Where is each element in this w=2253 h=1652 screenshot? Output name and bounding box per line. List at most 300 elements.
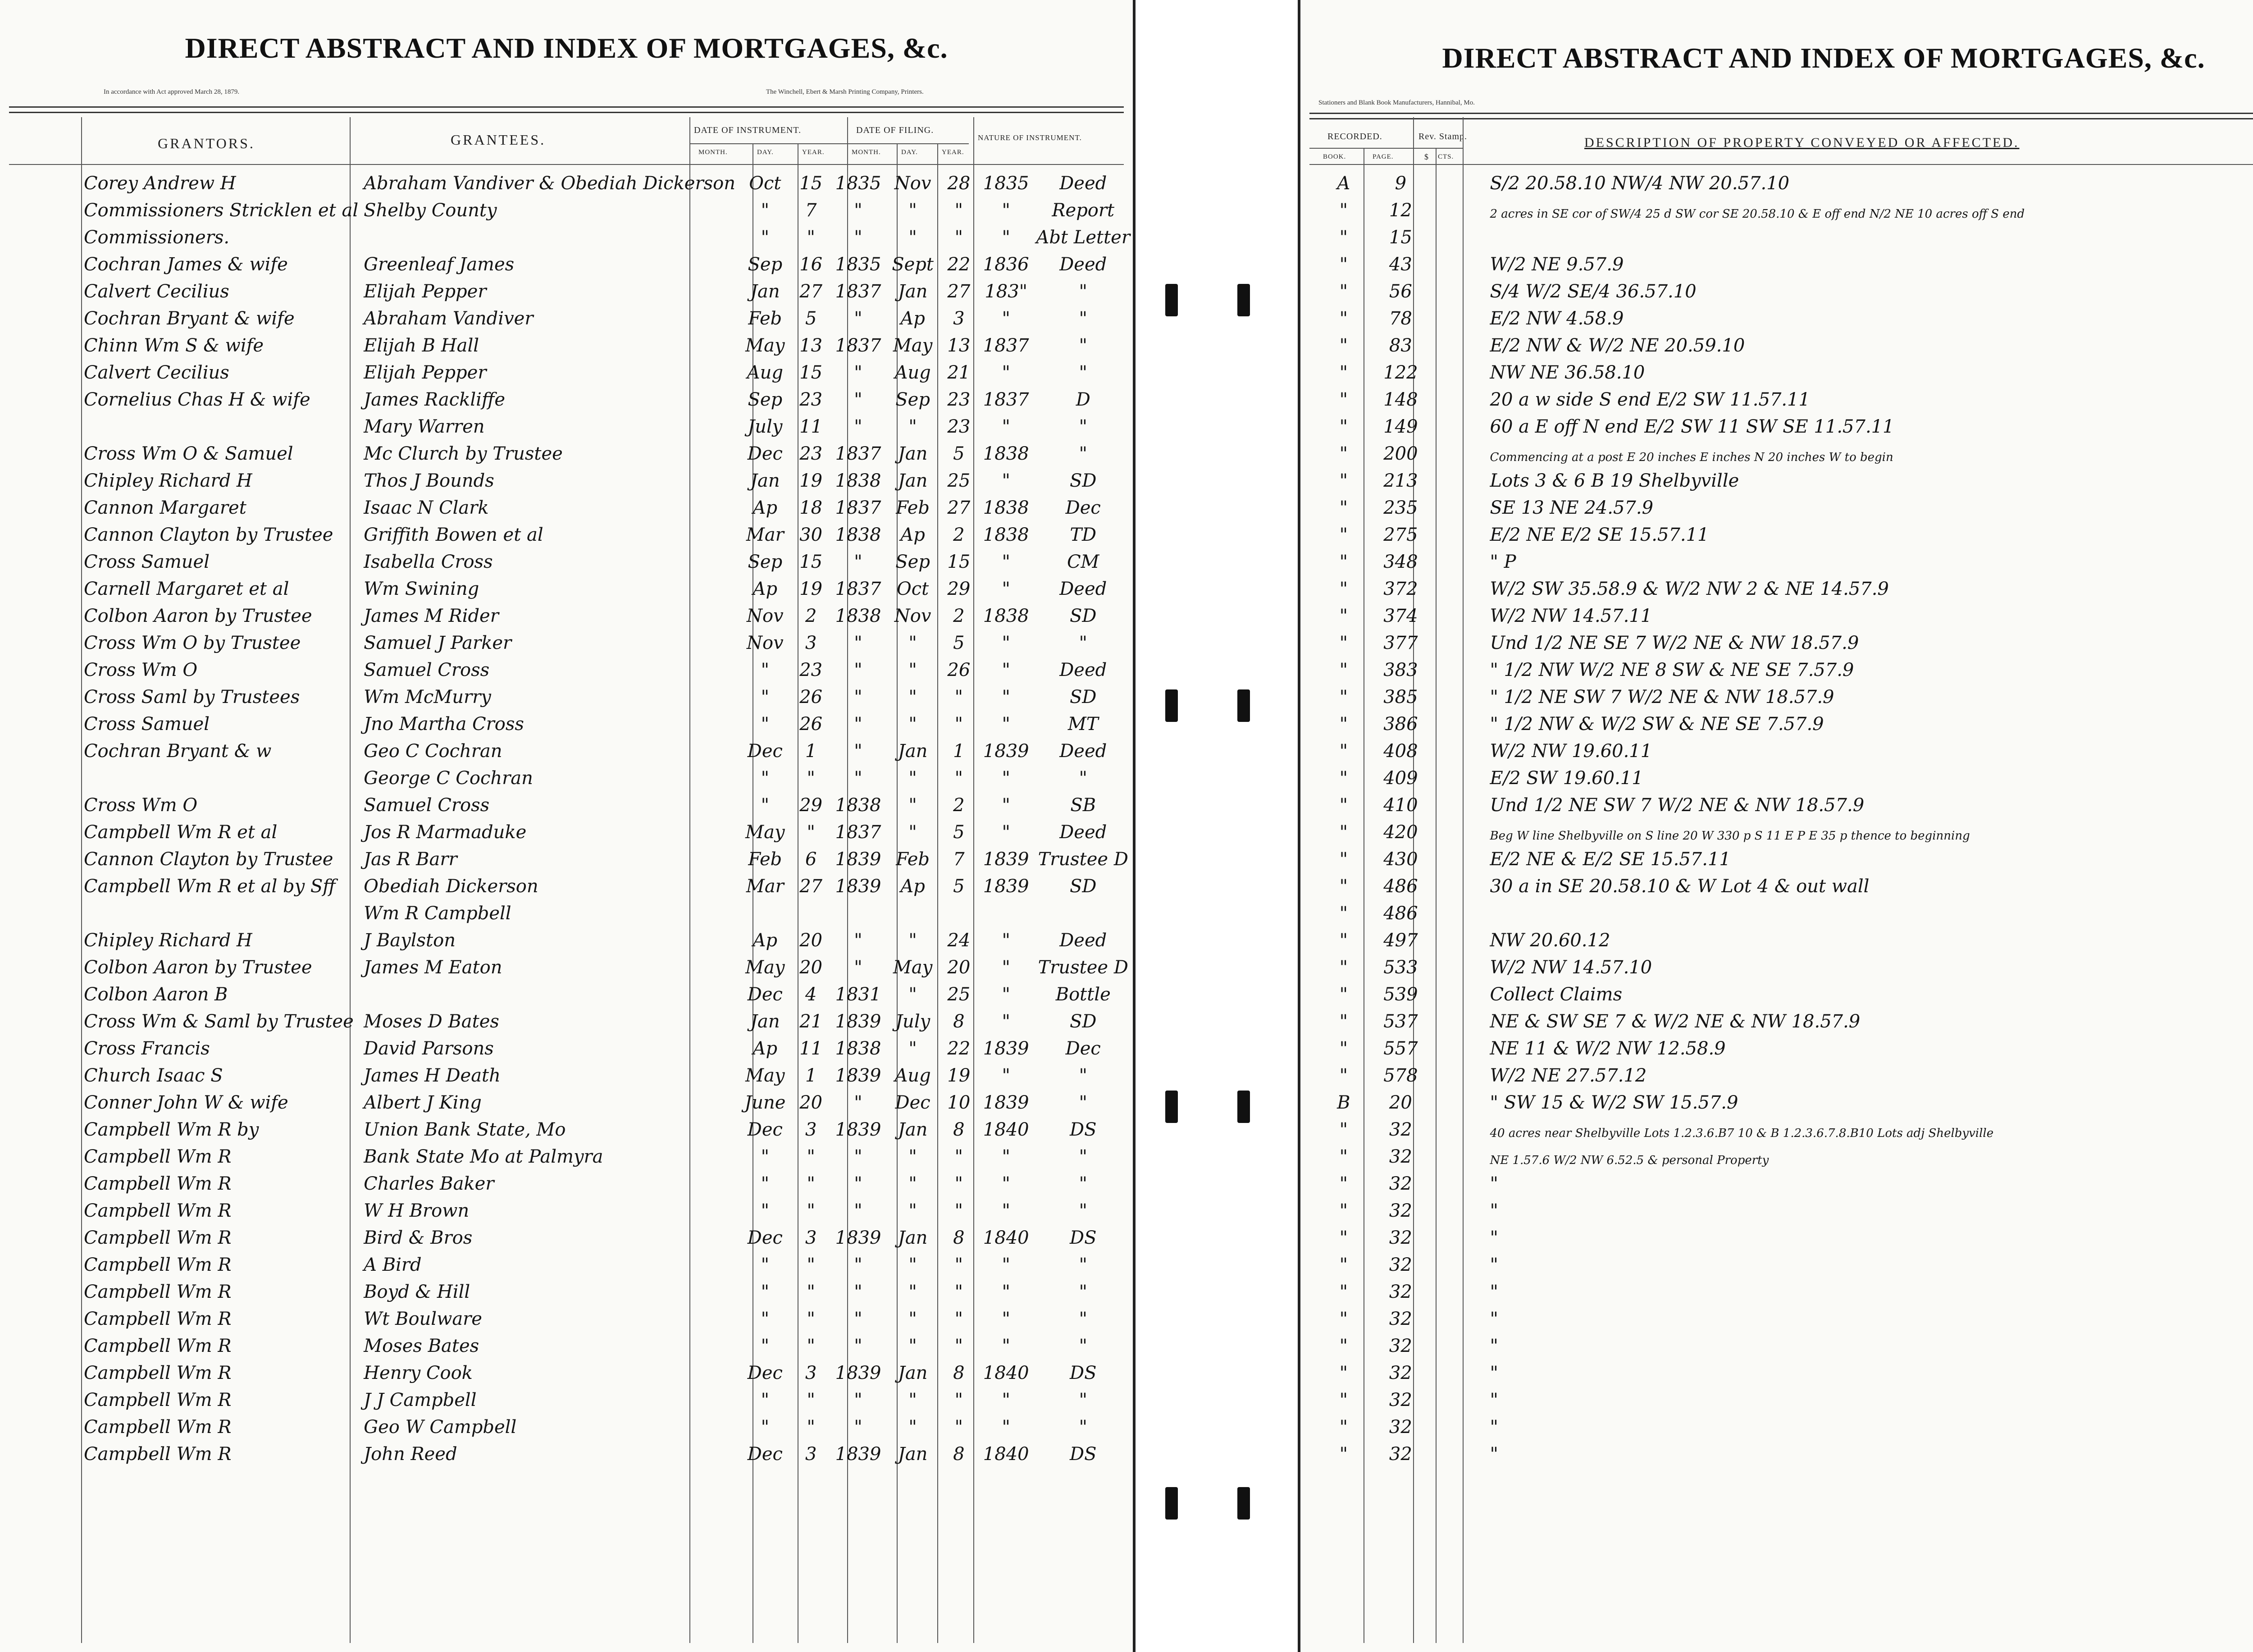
- ledger-row: [81, 762, 1133, 789]
- instrument-day-cell: 19: [799, 470, 823, 491]
- page-cell: 386: [1383, 714, 1418, 735]
- instrument-day-cell: 21: [799, 1011, 823, 1032]
- description-cell: ": [1490, 1336, 1498, 1356]
- instrument-month-cell: Sep: [748, 254, 783, 275]
- filing-day-cell: 28: [947, 173, 971, 194]
- book-cell: ": [1339, 552, 1348, 572]
- book-cell: ": [1339, 1336, 1348, 1356]
- instrument-month-cell: ": [761, 795, 770, 816]
- page-cell: 275: [1383, 525, 1418, 545]
- ledger-row: [81, 545, 1133, 572]
- filing-day-cell: 2: [953, 795, 965, 816]
- instrument-month-cell: ": [761, 200, 770, 221]
- ledger-row: [1318, 789, 2253, 816]
- instrument-year-cell: ": [854, 227, 862, 248]
- ledger-row: [1318, 978, 2253, 1005]
- ledger-row: [81, 1140, 1133, 1167]
- grantor-cell: Campbell Wm R: [84, 1309, 232, 1329]
- instrument-day-cell: 20: [799, 1092, 823, 1113]
- description-cell: S/2 20.58.10 NW/4 NW 20.57.10: [1490, 173, 1790, 194]
- instrument-day-cell: 30: [799, 525, 823, 545]
- filing-year-cell: ": [1002, 660, 1010, 680]
- page-title: DIRECT ABSTRACT AND INDEX OF MORTGAGES, &c.: [185, 32, 948, 64]
- instrument-day-cell: 19: [799, 579, 823, 599]
- instrument-month-cell: June: [744, 1092, 786, 1113]
- grantee-cell: Samuel Cross: [364, 660, 490, 680]
- ledger-row: [81, 599, 1133, 626]
- ledger-row: [81, 897, 1133, 924]
- page-cell: 408: [1383, 741, 1418, 762]
- ledger-row: [1318, 491, 2253, 518]
- grantee-cell: [361, 978, 738, 1005]
- instrument-day-cell: 3: [805, 1119, 817, 1140]
- ledger-row: [81, 410, 1133, 437]
- ledger-row: [1318, 437, 2253, 464]
- nature-cell: ": [1079, 768, 1087, 789]
- instrument-month-cell: ": [761, 714, 770, 735]
- book-cell: ": [1339, 497, 1348, 518]
- instrument-month-cell: Ap: [753, 930, 778, 951]
- description-cell: " 1/2 NW & W/2 SW & NE SE 7.57.9: [1490, 714, 1824, 735]
- ledger-row: [1318, 1329, 2253, 1356]
- page-cell: 32: [1389, 1336, 1412, 1356]
- instrument-day-cell: 27: [799, 281, 823, 302]
- ledger-row: [81, 789, 1133, 816]
- filing-day-cell: 10: [947, 1092, 971, 1113]
- grantees-header: GRANTEES.: [451, 132, 546, 148]
- filing-day-cell: 29: [947, 579, 971, 599]
- grantor-cell: Carnell Margaret et al: [84, 579, 289, 599]
- rev-stamp-cell: [1432, 1329, 1487, 1356]
- filing-year-cell: 1840: [983, 1363, 1029, 1383]
- page-cell: 486: [1383, 903, 1418, 924]
- instrument-month-cell: ": [761, 1282, 770, 1302]
- nature-cell: D: [1076, 389, 1090, 410]
- grantor-cell: Calvert Cecilius: [84, 362, 229, 383]
- grantee-cell: Geo C Cochran: [364, 741, 502, 762]
- instrument-year-cell: [830, 897, 887, 924]
- nature-cell: MT: [1067, 714, 1099, 735]
- instrument-year-cell: ": [854, 552, 862, 572]
- ledger-row: [1318, 626, 2253, 653]
- rev-stamp-cell: [1432, 545, 1487, 572]
- instrument-day-cell: ": [807, 1146, 815, 1167]
- book-cell: ": [1339, 443, 1348, 464]
- filing-month-cell: Jan: [898, 1444, 928, 1465]
- description-cell: Beg W line Shelbyville on S line 20 W 330 p S 11 E P E 35 p thence to beginning: [1490, 829, 1970, 843]
- book-cell: ": [1339, 822, 1348, 843]
- ledger-row: [81, 1167, 1133, 1194]
- instrument-year-cell: ": [854, 1092, 862, 1113]
- instrument-day-cell: ": [807, 1309, 815, 1329]
- filing-month-cell: Jan: [898, 470, 928, 491]
- instrument-month-cell: ": [761, 1173, 770, 1194]
- nature-cell: Trustee D: [1038, 957, 1128, 978]
- binding-mark: [1237, 689, 1250, 722]
- filing-day-cell: [939, 897, 979, 924]
- filing-year-cell: ": [1002, 822, 1010, 843]
- filing-month-cell: Sept: [892, 254, 934, 275]
- binding-mark: [1165, 1091, 1178, 1123]
- filing-day-cell: 8: [953, 1119, 965, 1140]
- rev-stamp-cell: [1432, 1167, 1487, 1194]
- filing-year-cell: ": [1002, 1282, 1010, 1302]
- filing-year-cell: ": [1002, 1200, 1010, 1221]
- grantee-cell: Boyd & Hill: [364, 1282, 470, 1302]
- nature-cell: Trustee D: [1038, 849, 1128, 870]
- description-cell: 60 a E off N end E/2 SW 11 SW SE 11.57.11: [1490, 416, 1894, 437]
- nature-cell: Deed: [1059, 930, 1107, 951]
- filing-day-cell: 22: [947, 254, 971, 275]
- grantor-cell: Cross Wm O by Trustee: [84, 633, 301, 653]
- instrument-month-cell: Ap: [753, 1038, 778, 1059]
- instrument-year-cell: 1831: [835, 984, 881, 1005]
- nature-cell: ": [1079, 1092, 1087, 1113]
- instrument-day-cell: 7: [805, 200, 817, 221]
- ledger-row: [81, 464, 1133, 491]
- grantor-cell: Cross Samuel: [84, 552, 210, 572]
- instrument-month-cell: ": [761, 1336, 770, 1356]
- ledger-row: [81, 951, 1133, 978]
- instrument-year-cell: 1837: [835, 822, 881, 843]
- grantor-cell: Colbon Aaron B: [84, 984, 228, 1005]
- ledger-row: [1318, 1032, 2253, 1059]
- nature-cell: Dec: [1065, 497, 1101, 518]
- book-cell: ": [1339, 1011, 1348, 1032]
- instrument-year-cell: 1839: [835, 1119, 881, 1140]
- nature-cell: ": [1079, 1417, 1087, 1438]
- description-cell: W/2 SW 35.58.9 & W/2 NW 2 & NE 14.57.9: [1490, 579, 1889, 599]
- filing-day-cell: 8: [953, 1363, 965, 1383]
- filing-day-cell: 5: [953, 633, 965, 653]
- ledger-row: [1318, 1005, 2253, 1032]
- book-header: BOOK.: [1323, 153, 1346, 160]
- ledger-row: [81, 1410, 1133, 1438]
- ledger-row: [1318, 518, 2253, 545]
- book-cell: ": [1339, 1200, 1348, 1221]
- book-cell: ": [1339, 876, 1348, 897]
- filing-month-cell: Nov: [894, 606, 931, 626]
- filing-year-cell: ": [1002, 1417, 1010, 1438]
- description-cell: E/2 SW 19.60.11: [1490, 768, 1643, 789]
- page-cell: 374: [1383, 606, 1418, 626]
- ledger-row: [1318, 356, 2253, 383]
- grantee-cell: David Parsons: [364, 1038, 494, 1059]
- ledger-row: [81, 626, 1133, 653]
- filing-year-cell: ": [1002, 416, 1010, 437]
- rev-stamp-cell: [1432, 1302, 1487, 1329]
- filing-year-cell: ": [1002, 1336, 1010, 1356]
- instrument-month-cell: May: [745, 822, 785, 843]
- nature-cell: Report: [1052, 200, 1115, 221]
- ledger-row: [1318, 924, 2253, 951]
- filing-day-cell: 19: [947, 1065, 971, 1086]
- book-cell: ": [1339, 1309, 1348, 1329]
- filing-year-cell: 1838: [983, 606, 1029, 626]
- instrument-year-cell: ": [854, 389, 862, 410]
- page-cell: 383: [1383, 660, 1418, 680]
- filing-month-cell: ": [908, 227, 917, 248]
- page-cell: 20: [1389, 1092, 1412, 1113]
- filing-month-cell: Oct: [896, 579, 929, 599]
- instrument-month-cell: Jan: [750, 1011, 780, 1032]
- rev-stamp-cell: [1432, 951, 1487, 978]
- instrument-day-cell: 11: [799, 416, 823, 437]
- page-cell: 32: [1389, 1390, 1412, 1410]
- page-cell: 372: [1383, 579, 1418, 599]
- description-cell: NE & SW SE 7 & W/2 NE & NW 18.57.9: [1490, 1011, 1861, 1032]
- instrument-month-cell: Dec: [747, 1444, 783, 1465]
- ledger-row: [81, 1221, 1133, 1248]
- ledger-row: [1318, 653, 2253, 680]
- instrument-year-cell: ": [854, 930, 862, 951]
- instrument-day-cell: 27: [799, 876, 823, 897]
- grantor-cell: Cross Samuel: [84, 714, 210, 735]
- filing-year-cell: ": [1002, 308, 1010, 329]
- instrument-month-cell: ": [761, 1146, 770, 1167]
- filing-year-cell: ": [1002, 1011, 1010, 1032]
- rev-stamp-cell: [1432, 437, 1487, 464]
- book-cell: ": [1339, 903, 1348, 924]
- grantee-cell: Abraham Vandiver: [364, 308, 534, 329]
- instrument-year-cell: 1837: [835, 281, 881, 302]
- filing-month-cell: Jan: [898, 1119, 928, 1140]
- filing-year-cell: 1840: [983, 1228, 1029, 1248]
- book-cell: ": [1339, 1173, 1348, 1194]
- instrument-month-cell: May: [745, 957, 785, 978]
- nature-cell: Abt Letter: [1036, 227, 1130, 248]
- instrument-month-cell: Sep: [748, 552, 783, 572]
- filing-month-cell: ": [908, 1173, 917, 1194]
- instrument-day-cell: 1: [805, 1065, 817, 1086]
- filing-year-cell: ": [1002, 1065, 1010, 1086]
- grantee-cell: Albert J King: [364, 1092, 482, 1113]
- nature-cell: ": [1079, 1255, 1087, 1275]
- nature-cell: DS: [1070, 1363, 1097, 1383]
- filing-month-cell: ": [908, 660, 917, 680]
- filing-day-cell: ": [954, 714, 963, 735]
- instrument-year-cell: 1838: [835, 470, 881, 491]
- instrument-month-cell: Dec: [747, 1363, 783, 1383]
- instrument-day-cell: 3: [805, 1444, 817, 1465]
- page-cell: 420: [1383, 822, 1418, 843]
- filing-year-cell: ": [1002, 552, 1010, 572]
- book-cell: ": [1339, 1390, 1348, 1410]
- rev-stamp-cell: [1432, 762, 1487, 789]
- filing-year-cell: ": [1002, 930, 1010, 951]
- header-rule: [9, 112, 1124, 113]
- instrument-day-cell: 29: [799, 795, 823, 816]
- filing-year-cell: ": [1002, 768, 1010, 789]
- grantor-cell: Cochran Bryant & wife: [84, 308, 295, 329]
- page-cell: 32: [1389, 1363, 1412, 1383]
- filing-day-cell: 8: [953, 1228, 965, 1248]
- grantee-cell: Mc Clurch by Trustee: [364, 443, 563, 464]
- description-cell: " SW 15 & W/2 SW 15.57.9: [1490, 1092, 1738, 1113]
- filing-day-cell: 20: [947, 957, 971, 978]
- page-cell: 430: [1383, 849, 1418, 870]
- page-cell: 539: [1383, 984, 1418, 1005]
- instrument-day-cell: 15: [799, 362, 823, 383]
- nature-cell: CM: [1067, 552, 1099, 572]
- description-cell: ": [1490, 1309, 1498, 1329]
- ledger-row: [81, 302, 1133, 329]
- filing-day-cell: 25: [947, 984, 971, 1005]
- filing-month-cell: Jan: [898, 443, 928, 464]
- instrument-day-cell: ": [807, 1390, 815, 1410]
- page-cell: 497: [1383, 930, 1418, 951]
- header-rule: [1309, 113, 2253, 114]
- filing-month-cell: ": [908, 930, 917, 951]
- instrument-year-cell: 1838: [835, 606, 881, 626]
- ledger-row: [81, 707, 1133, 735]
- filing-day-cell: 3: [953, 308, 965, 329]
- column-header-rule: [9, 164, 1124, 165]
- filing-year-cell: 1835: [983, 173, 1029, 194]
- filing-day-cell: ": [954, 768, 963, 789]
- description-cell: 2 acres in SE cor of SW/4 25 d SW cor SE 20.58.10 & E off end N/2 NE 10 acres off S end: [1490, 207, 2025, 221]
- nature-header: NATURE OF INSTRUMENT.: [978, 133, 1082, 142]
- instrument-day-cell: 6: [805, 849, 817, 870]
- grantee-cell: James Rackliffe: [364, 389, 505, 410]
- instrument-day-cell: ": [807, 768, 815, 789]
- date-of-instrument-header: DATE OF INSTRUMENT.: [694, 125, 802, 135]
- instrument-month-cell: May: [745, 335, 785, 356]
- page-cell: 409: [1383, 768, 1418, 789]
- ledger-row: [1318, 1140, 2253, 1167]
- page-cell: 78: [1389, 308, 1412, 329]
- cents-header: CTS.: [1438, 153, 1454, 160]
- binding-mark: [1237, 1487, 1250, 1520]
- grantor-cell: Chipley Richard H: [84, 930, 252, 951]
- grantor-cell: Cross Wm O: [84, 795, 198, 816]
- nature-cell: DS: [1070, 1228, 1097, 1248]
- instrument-month-cell: Mar: [746, 876, 784, 897]
- grantor-cell: [81, 897, 361, 924]
- book-cell: B: [1337, 1092, 1350, 1113]
- instrument-year-cell: ": [854, 633, 862, 653]
- page-cell: 32: [1389, 1309, 1412, 1329]
- description-cell: NW NE 36.58.10: [1490, 362, 1645, 383]
- instrument-day-cell: 23: [799, 660, 823, 680]
- instrument-day-cell: 23: [799, 389, 823, 410]
- grantor-cell: Cochran James & wife: [84, 254, 288, 275]
- filing-day-cell: 27: [947, 281, 971, 302]
- filing-month-cell: ": [908, 1146, 917, 1167]
- filing-day-cell: ": [954, 687, 963, 707]
- book-cell: ": [1339, 849, 1348, 870]
- rev-stamp-cell: [1432, 735, 1487, 762]
- description-cell: ": [1490, 1390, 1498, 1410]
- filing-month-cell: ": [908, 1038, 917, 1059]
- filing-day-cell: ": [954, 1173, 963, 1194]
- ledger-row: [1318, 248, 2253, 275]
- description-cell: ": [1490, 1363, 1498, 1383]
- instrument-month-cell: Dec: [747, 1228, 783, 1248]
- binding-mark: [1237, 284, 1250, 316]
- filing-day-cell: 26: [947, 660, 971, 680]
- recorded-header-rule: [1309, 148, 1463, 149]
- description-cell: W/2 NW 14.57.11: [1490, 606, 1652, 626]
- instrument-year-cell: ": [854, 1200, 862, 1221]
- description-cell: E/2 NE & E/2 SE 15.57.11: [1490, 849, 1731, 870]
- grantor-cell: Campbell Wm R: [84, 1444, 232, 1465]
- instrument-year-cell: 1838: [835, 795, 881, 816]
- grantor-cell: Chinn Wm S & wife: [84, 335, 264, 356]
- rev-stamp-cell: [1432, 1356, 1487, 1383]
- ledger-row: [1318, 680, 2253, 707]
- rev-stamp-cell: [1432, 518, 1487, 545]
- instrument-day-cell: 2: [805, 606, 817, 626]
- date-of-filing-header: DATE OF FILING.: [856, 125, 934, 135]
- ledger-row: [81, 1005, 1133, 1032]
- ledger-row: [81, 356, 1133, 383]
- ledger-row: [1318, 1248, 2253, 1275]
- nature-cell: ": [1079, 1065, 1087, 1086]
- ledger-row: [81, 1302, 1133, 1329]
- nature-cell: SD: [1070, 876, 1097, 897]
- filing-year-cell: ": [1002, 579, 1010, 599]
- ledger-row: [81, 248, 1133, 275]
- rev-stamp-cell: [1432, 491, 1487, 518]
- ledger-row: [81, 275, 1133, 302]
- filing-month-cell: ": [908, 200, 917, 221]
- ledger-row: [1318, 843, 2253, 870]
- description-cell: " 1/2 NW W/2 NE 8 SW & NE SE 7.57.9: [1490, 660, 1854, 680]
- book-cell: ": [1339, 525, 1348, 545]
- instrument-year-cell: ": [854, 1417, 862, 1438]
- book-cell: ": [1339, 1228, 1348, 1248]
- filing-month-cell: Ap: [900, 525, 925, 545]
- page-cell: 533: [1383, 957, 1418, 978]
- instrument-month-cell: Mar: [746, 525, 784, 545]
- instrument-year-cell: 1837: [835, 335, 881, 356]
- book-cell: ": [1339, 1065, 1348, 1086]
- filing-day-cell: 27: [947, 497, 971, 518]
- nature-cell: Deed: [1059, 660, 1107, 680]
- instrument-year-cell: 1837: [835, 579, 881, 599]
- filing-month-cell: ": [908, 687, 917, 707]
- description-cell: S/4 W/2 SE/4 36.57.10: [1490, 281, 1697, 302]
- ledger-row: [81, 1438, 1133, 1465]
- page-cell: 56: [1389, 281, 1412, 302]
- instrument-month-cell: ": [761, 227, 770, 248]
- ledger-row: [1318, 1438, 2253, 1465]
- filing-year-cell: ": [1002, 633, 1010, 653]
- book-cell: ": [1339, 1363, 1348, 1383]
- rev-stamp-cell: [1432, 1005, 1487, 1032]
- ledger-row: [1318, 167, 2253, 194]
- grantee-cell: Griffith Bowen et al: [364, 525, 543, 545]
- ledger-row: [1318, 707, 2253, 735]
- grantor-cell: Church Isaac S: [84, 1065, 223, 1086]
- description-cell: NE 1.57.6 W/2 NW 6.52.5 & personal Property: [1490, 1154, 1769, 1167]
- grantor-cell: Cannon Clayton by Trustee: [84, 525, 333, 545]
- rev-stamp-cell: [1432, 626, 1487, 653]
- filing-day-cell: ": [954, 1282, 963, 1302]
- grantor-cell: Campbell Wm R: [84, 1146, 232, 1167]
- grantee-cell: Obediah Dickerson: [364, 876, 538, 897]
- filing-year-cell: ": [1002, 1255, 1010, 1275]
- filing-day-cell: 5: [953, 822, 965, 843]
- grantee-cell: Elijah Pepper: [364, 281, 487, 302]
- page-cell: 149: [1383, 416, 1418, 437]
- page-cell: 32: [1389, 1228, 1412, 1248]
- filing-day-cell: ": [954, 1255, 963, 1275]
- instrument-day-cell: ": [807, 1417, 815, 1438]
- grantee-cell: Jno Martha Cross: [364, 714, 524, 735]
- rev-stamp-cell: [1432, 1438, 1487, 1465]
